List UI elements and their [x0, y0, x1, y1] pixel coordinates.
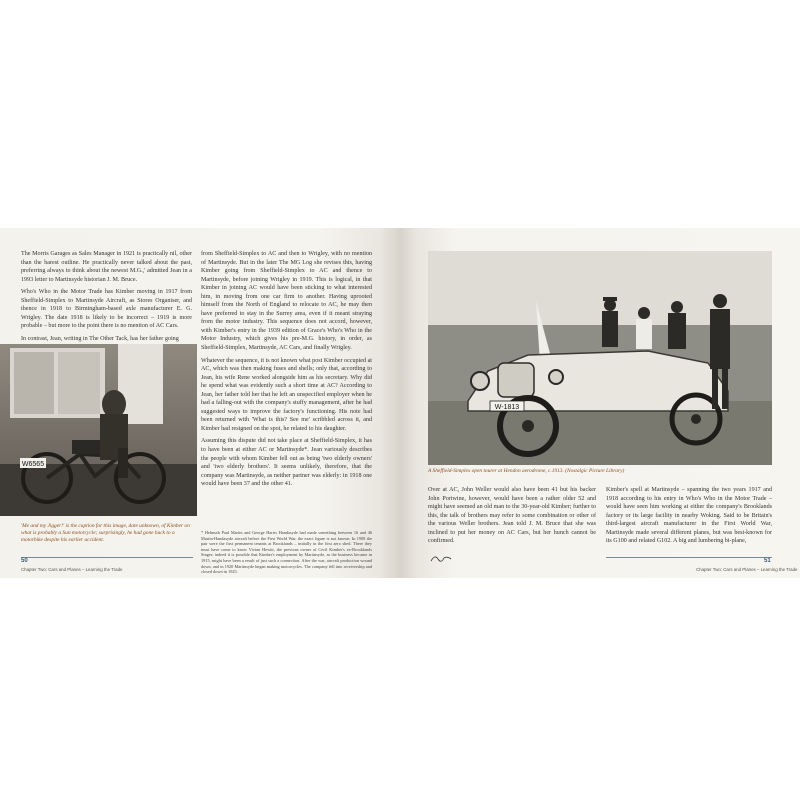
paragraph: Assuming this dispute did not take place at Sheffield-Simplex, it has to have been at either AC or Martinsyde*. Jean variously describes the people with whom Kimber fell out as being 'two elderly owners' and 'two elderly brothers'. It seems unlikely, therefore, that the company was Martinsyde, as neither partner was elderly: in 1918 one would have been 37 and the other 41. — [201, 438, 372, 488]
paragraph: The Morris Garages as Sales Manager in 1921 is practically nil, other than the barest outline. He practically never talked about the past, preferring always to think about the newest M.G.,' admitted Jean in a 1993 letter to Martinsyde historian J. M. Bruce. — [21, 251, 192, 283]
paragraph: Who's Who in the Motor Trade has Kimber moving in 1917 from Sheffield-Simplex to Martinsyde Aircraft, as Stores Organiser, and thence in 1918 to Birmingham-based axle manufacturer E. G. Wrigley. The date 1918 is likely to be incorrect – 1919 is more probable – but more to the point there is no mention of AC Cars. — [21, 289, 192, 330]
motorcycle-illustration — [0, 344, 197, 516]
paragraph: Whatever the sequence, it is not known what post Kimber occupied at AC, which was then making fuses and shells; only that, according to Jean, his wife Rene worked alongside him as his secretary. Why did he spend what was evidently such a short time at AC? According to Jean, her father told her that he left an unspecified employer when he had a falling-out with the company's stuffy management, after he had suggested ways to improve the factory's functioning. His note had been returned with 'What is this? See me' scribbled across it, and Kimber had resigned on the spot, he related to his daughter. — [201, 357, 372, 432]
car-illustration — [428, 251, 772, 465]
footer-rule — [606, 557, 772, 558]
book-spread — [0, 228, 800, 578]
paragraph: Kimber's spell at Martinsyde – spanning the two years 1917 and 1918 according to his entry in Who's Who in the Motor Trade – would have seen him working at either the company's Brooklands factory or its large facility in nearby Woking. Said to be Britain's third-largest aircraft manufacturer in the First World War, Martinsyde made several different planes, but was best-known for its G100 and related G102. A big and lumbering bi-plane, — [606, 487, 772, 545]
car-photo — [428, 251, 772, 465]
motorcycle-photo — [0, 344, 197, 516]
right-column-1 — [428, 486, 596, 550]
left-page — [0, 228, 400, 578]
signature-icon — [430, 550, 452, 560]
number-plate: W6565 — [21, 461, 45, 468]
footnote: * Helmuth Paul Martin and George Harris Handasyde had made something between 16 and 46 Martin-Handasyde aircraft before the First World War, the exact figure is not known. In 1908 the pair were the first permanent tenants at Brooklands – initially in the first aero shed. There they must have come to know Vivian Hewitt, the previous owner of Cecil Kimber's ex-Brooklands Singer; indeed it is possible that Kimber's employment by Martinsyde, as the business became in 1915, might have been a result of just such a connection. After the war, aircraft production wound down, and in 1920 Martinsyde began making motorcycles. The company fell into receivership and closed down in 1925. — [201, 530, 372, 574]
car-photo-caption: A Sheffield-Simplex open tourer at Hendon aerodrome, c.1913. (Nostalgic Picture Library) — [428, 468, 625, 474]
running-head: Chapter Two: Cars and Planes – Learning the Trade — [21, 567, 123, 572]
paragraph: Over at AC, John Weller would also have been 41 but his backer John Portwine, however, would have been a rather older 52 and might have seemed an old man to the 30-year-old Kimber; further to this, the talk of brothers may refer to some combination or other of the various Weller brothers. Jean told J. M. Bruce that she was inclined to put her money on AC Cars, but her hunch cannot be confirmed. — [428, 487, 596, 545]
right-column-2 — [606, 486, 772, 550]
running-head: Chapter Two: Cars and Planes – Learning the Trade — [696, 567, 798, 572]
motorcycle-photo-caption: 'Me and my Jigger!' is the caption for this image, date unknown, of Kimber on what is probably a Sun motorcycle; surprisingly, he had gone back to a motorbike despite his earlier accident. — [21, 523, 190, 543]
left-column-2 — [201, 250, 372, 493]
page-number: 51 — [764, 558, 771, 564]
left-column-1 — [21, 250, 192, 347]
paragraph: In contrast, Jean, writing in The Other Tack, has her father going — [21, 335, 179, 342]
footer-rule — [21, 557, 193, 558]
page-number: 50 — [21, 558, 28, 564]
right-page — [400, 228, 800, 578]
number-plate: W-1813 — [494, 404, 520, 411]
paragraph: from Sheffield-Simplex to AC and then to Wrigley, with no mention of Martinsyde. But in the later The MG Log she revises this, having Kimber going from Sheffield-Simplex to AC and thence to Martinsyde, before joining Wrigley in 1919. This is logical, in that Kimber in joining AC would have been sticking to what interested him, in moving from one car firm to another. Having uprooted himself from the North of England to relocate to AC, he may then have preferred to stay in the Surrey area, even if it meant straying from the motor industry. This sequence does not accord, however, with Kimber's entry in the 1939 edition of Grace's Who's Who in the Motor Industry, which gives his pre-M.G. history, in order, as Sheffield-Simplex, Martinsyde, AC Cars, and finally Wrigley. — [201, 251, 372, 352]
